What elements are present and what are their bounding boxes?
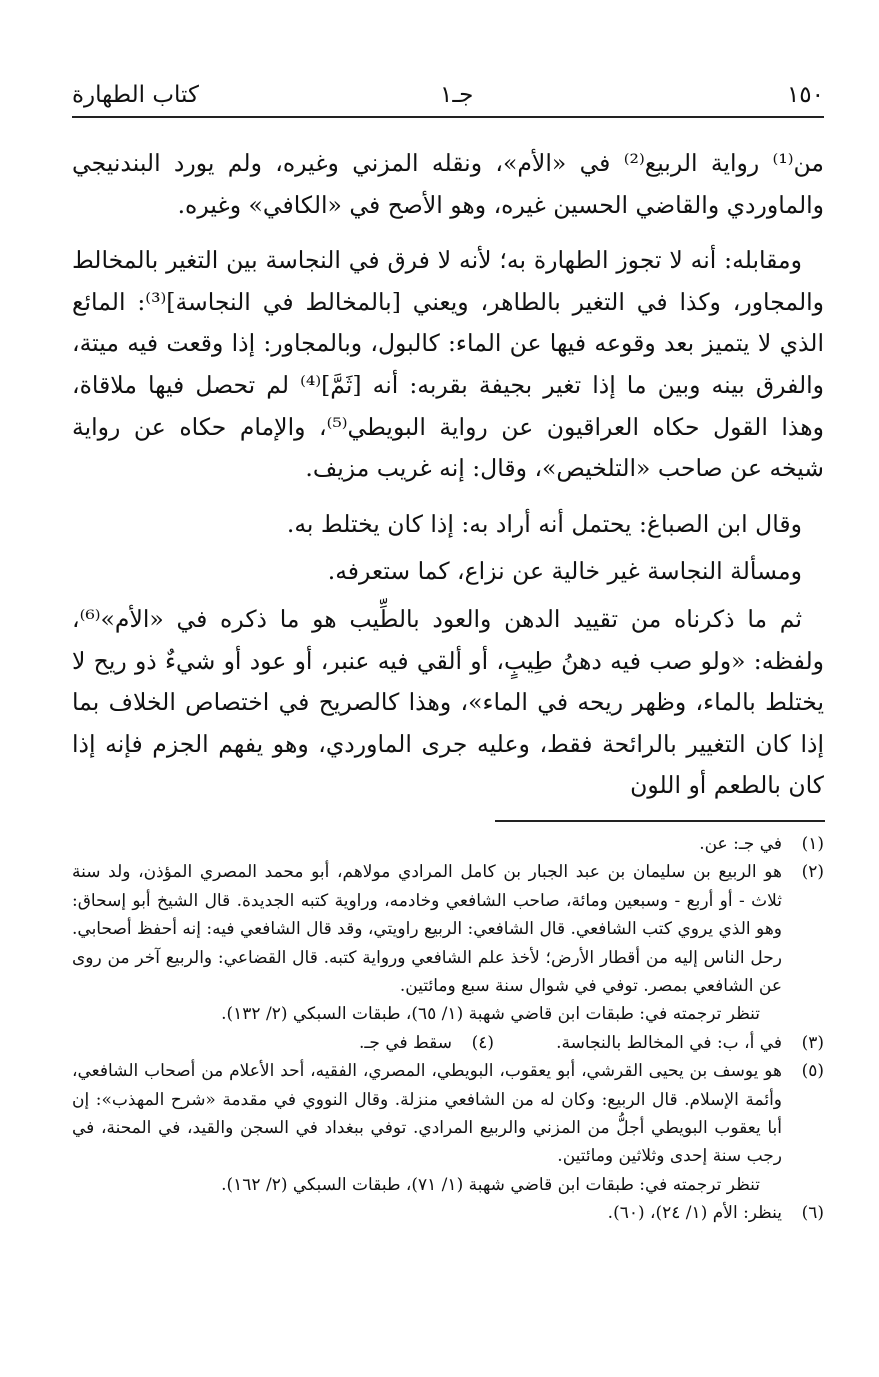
footnotes	[72, 830, 824, 1228]
footnote-reference: تنظر ترجمته في: طبقات ابن قاضي شهبة (١/ ٦٥)، طبقات السبكي (٢/ ١٣٢).	[221, 1004, 760, 1025]
footnote	[72, 1057, 824, 1171]
footnote-text: في أ، ب: في المخالط بالنجاسة.	[556, 1032, 782, 1053]
page-header	[72, 78, 824, 118]
footnote-separator	[495, 820, 825, 822]
footnote-text: ينظر: الأم (١/ ٢٤)، (٦٠).	[607, 1203, 782, 1224]
footnote	[359, 1029, 494, 1057]
header-rule	[72, 116, 824, 118]
footnote	[556, 1029, 824, 1057]
paragraph: وقال ابن الصباغ: يحتمل أنه أراد به: إذا كان يختلط به.	[286, 509, 802, 538]
footnote-reference: تنظر ترجمته في: طبقات ابن قاضي شهبة (١/ ٧١)، طبقات السبكي (٢/ ١٦٢).	[221, 1174, 760, 1195]
page-number: ١٥٠	[786, 82, 824, 108]
footnote-text: سقط في جـ.	[359, 1032, 452, 1053]
paragraph: من⁽¹⁾ رواية الربيع⁽²⁾ في «الأم»، ونقله المزني وغيره، ولم يورد البندنيجي والماوردي والقاضي الحسين غيره، وهو الأصح في «الكافي» وغيره.	[72, 149, 824, 219]
footnote-text: هو يوسف بن يحيى القرشي، أبو يعقوب، البويطي، المصري، الفقيه، أحد الأعلام من أصحاب الشافعي، وأئمة الإسلام. قال الربيع: وكان له من الشافعي منزلة. وقال النووي في مقدمة «شرح المهذب»: إن أبا يعقوب البويطي أجلُّ من المزني والربيع المرادي. توفي ببغداد في السجن والقيد، في المحنة، في رجب سنة إحدى وثلاثين ومائتين.	[72, 1061, 782, 1167]
footnote-number: (٥)	[801, 1061, 824, 1082]
footnote-row	[72, 1029, 824, 1057]
footnote-number: (٢)	[801, 862, 824, 883]
main-text	[72, 143, 824, 821]
footnote-number: (٦)	[801, 1203, 824, 1224]
footnote-number: (١)	[801, 834, 824, 854]
volume-label: جـ١	[440, 82, 474, 108]
footnote	[72, 1199, 824, 1227]
footnote-number: (٤)	[471, 1032, 494, 1053]
footnote-text: هو الربيع بن سليمان بن عبد الجبار بن كامل المرادي مولاهم، أبو محمد المصري المؤذن، ولد سنة ثلاث - أو أربع - وسبعين ومائة، صاحب الشافعي وخادمه، وراوية كتبه الجديدة. قال الشيخ أبو إسحاق: وهو الذي يروي كتب الشافعي. قال الشافعي: الربيع راويتي، وقد قال الشافعي فيه: إنه أحفظ أصحابي. رحل الناس إليه من أقطار الأرض؛ لأخذ علم الشافعي ورواية كتبه. قال القضاعي: والربيع آخر من روى عن الشافعي بمصر. توفي في شوال سنة سبع ومائتين.	[72, 862, 782, 997]
paragraph: ومقابله: أنه لا تجوز الطهارة به؛ لأنه لا فرق في النجاسة بين التغير بالمخالط والمجاور، وكذا في التغير بالطاهر، ويعني [بالمخالط في النجاسة]⁽³⁾: المائع الذي لا يتميز بعد وقوعه فيها عن الماء: كالبول، وبالمجاور: إذا وقعت فيه ميتة، والفرق بينه وبين ما إذا تغير بجيفة بقربه: أنه [ثَمَّ]⁽⁴⁾ لم تحصل فيها ملاقاة، وهذا القول حكاه العراقيون عن رواية البويطي⁽⁵⁾، والإمام حكاه عن رواية شيخه عن صاحب «التلخيص»، وقال: إنه غريب مزيف.	[72, 246, 824, 483]
footnote	[72, 830, 824, 858]
footnote-text: في جـ: عن.	[699, 834, 782, 854]
paragraph: ثم ما ذكرناه من تقييد الدهن والعود بالطِّيب هو ما ذكره في «الأم»⁽⁶⁾، ولفظه: «ولو صب فيه دهنُ طِيبٍ، أو ألقي فيه عنبر، أو عود أو شيءٌ ذو ريح لا يختلط بالماء، وظهر ريحه في الماء»، وهذا كالصريح في اختصاص الخلاف بما إذا كان التغيير بالرائحة فقط، وعليه جرى الماوردي، وهو يفهم الجزم فإنه إذا كان بالطعم أو اللون	[72, 604, 824, 800]
footnote	[72, 858, 824, 1000]
footnote-number: (٣)	[801, 1032, 824, 1053]
book-title: كتاب الطهارة	[72, 82, 199, 108]
paragraph: ومسألة النجاسة غير خالية عن نزاع، كما ستعرفه.	[327, 557, 802, 586]
